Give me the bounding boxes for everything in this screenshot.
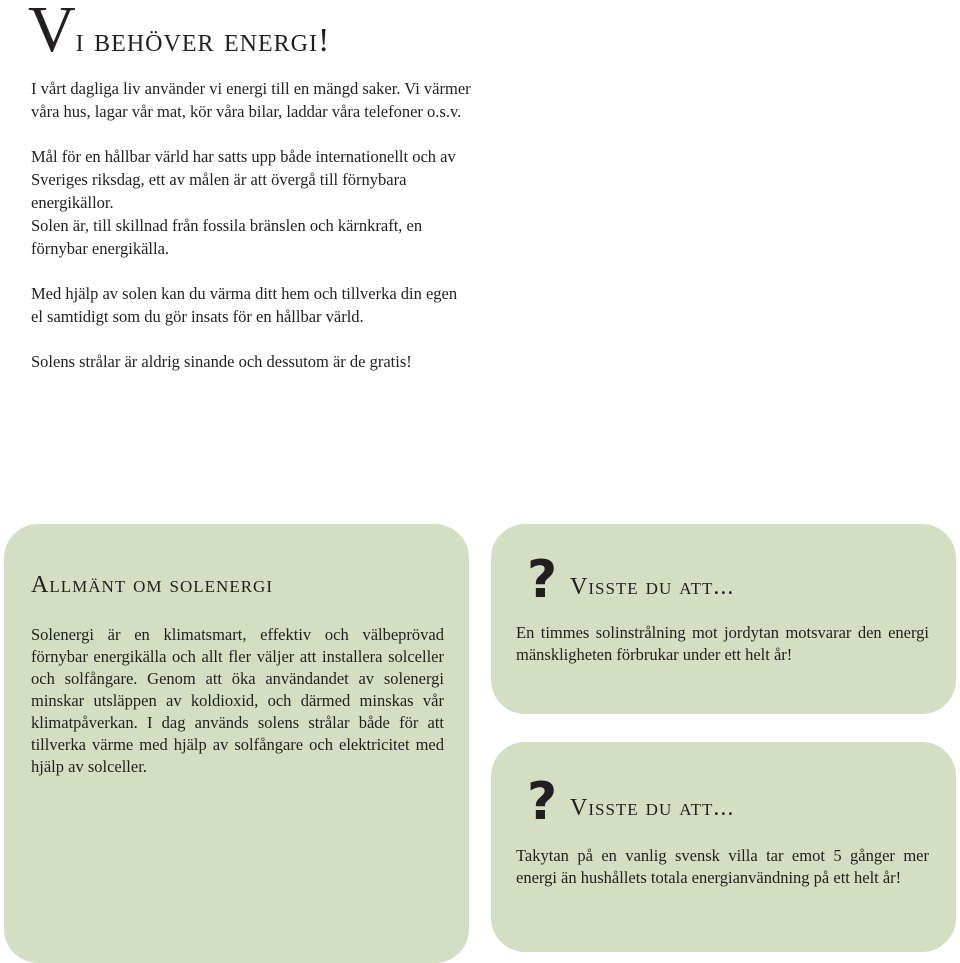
question-mark-icon: ?	[527, 550, 558, 610]
intro-paragraph-2b: Solen är, till skillnad från fossila bränslen och kärnkraft, en förnybar energikälla.	[31, 216, 423, 258]
intro-paragraph-3: Med hjälp av solen kan du värma ditt hem och tillverka din egen el samtidigt som du gör insats för en hållbar värld.	[31, 284, 458, 326]
fact-box-1-text: En timmes solinstrålning mot jordytan motsvarar den energi mänskligheten förbrukar under ett helt år!	[516, 623, 929, 664]
fact-box-2-heading: Visste du att...	[570, 795, 735, 821]
general-solar-text: Solenergi är en klimatsmart, effektiv och välbeprövad förnybar energikälla och allt fler väljer att installera solceller och solfångare. Genom att öka användandet av solenergi minskar utsläppen av koldioxid, och därmed minskas vår klimatpåverkan. I dag används solens strålar både för att tillverka värme med hjälp av solfångare och elektricitet med hjälp av solceller.	[31, 625, 444, 776]
title-initial: V	[28, 0, 76, 66]
fact-box-2-text: Takytan på en vanlig svensk villa tar emot 5 gånger mer energi än hushållets totala energianvändning på ett helt år!	[516, 846, 929, 887]
title-rest: i behöver energi!	[75, 22, 331, 59]
fact-box-1	[491, 524, 956, 714]
fact-box-1-heading: Visste du att...	[570, 574, 735, 600]
intro-paragraph-1: I vårt dagliga liv använder vi energi till en mängd saker. Vi värmer våra hus, lagar vår mat, kör våra bilar, laddar våra telefoner o.s.v.	[31, 79, 471, 121]
general-solar-box	[4, 524, 469, 963]
general-solar-heading: Allmänt om solenergi	[31, 572, 273, 598]
fact-box-2	[491, 742, 956, 952]
intro-paragraph-4: Solens strålar är aldrig sinande och dessutom är de gratis!	[31, 352, 412, 371]
page-title	[28, 0, 331, 66]
intro-paragraph-2a: Mål för en hållbar värld har satts upp både internationellt och av Sveriges riksdag, ett av målen är att övergå till förnybara energikällor.	[31, 147, 456, 212]
intro-text	[31, 77, 471, 395]
question-mark-icon: ?	[527, 772, 558, 832]
